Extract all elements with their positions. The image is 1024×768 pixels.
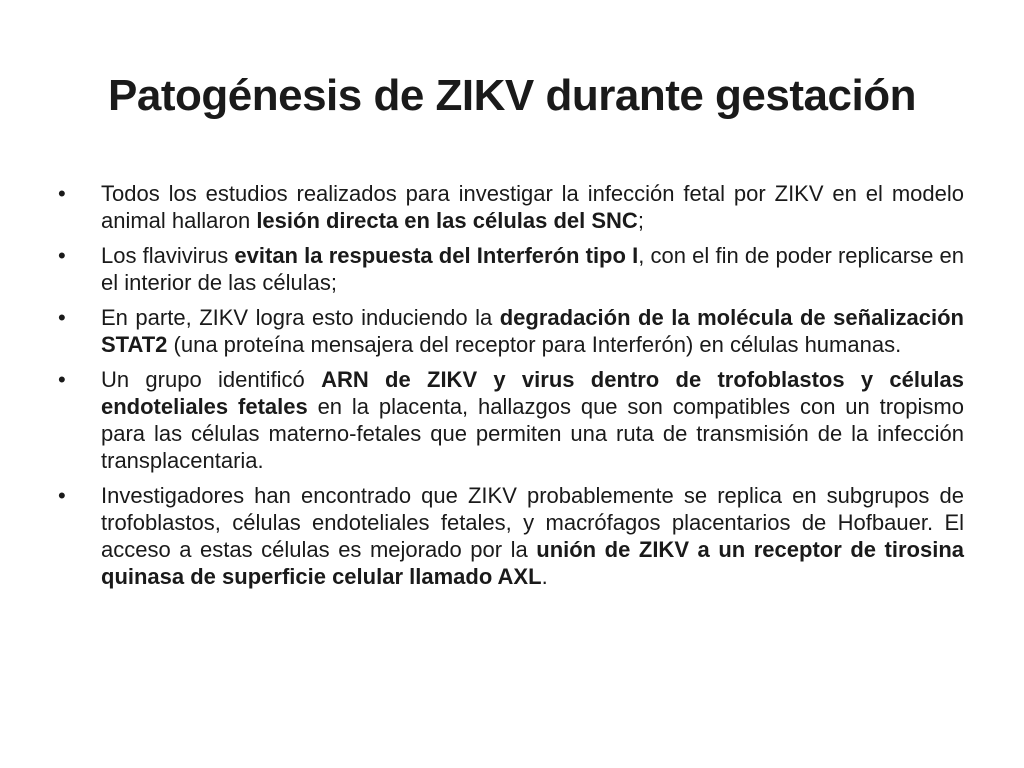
bullet-item <box>58 482 964 590</box>
bullet-dot-icon: • <box>58 181 66 206</box>
bullet-text-segment: en la placenta, hallazgos que son compatibles con un tropismo para las células materno-fetales que permiten una ruta de transmisión de la infección transplacentaria. <box>101 394 964 473</box>
bullet-dot-icon: • <box>58 243 66 268</box>
bullet-text <box>101 181 964 233</box>
bullet-text-bold: evitan la respuesta del Interferón tipo I <box>234 243 639 268</box>
bullet-list <box>58 180 964 598</box>
bullet-text-bold: unión de ZIKV a un receptor de tirosina quinasa de superficie celular llamado AXL <box>101 537 965 589</box>
bullet-item <box>58 180 964 234</box>
bullet-text-segment: Investigadores han encontrado que ZIKV probablemente se replica en subgrupos de trofoblastos, células endoteliales fetales, y macrófagos placentarios de Hofbauer. El acceso a estas células es mejorado por la <box>101 483 964 562</box>
bullet-text-bold: degradación de la molécula de señalización STAT2 <box>101 305 964 357</box>
bullet-text <box>101 305 964 357</box>
bullet-text-segment: (una proteína mensajera del receptor para Interferón) en células humanas. <box>167 332 902 357</box>
bullet-text-segment: Los flavivirus <box>101 243 235 268</box>
bullet-text <box>101 367 964 473</box>
bullet-item <box>58 304 964 358</box>
bullet-text-segment: Un grupo identificó <box>101 367 322 392</box>
bullet-item <box>58 242 964 296</box>
bullet-text-segment: . <box>541 564 548 589</box>
bullet-dot-icon: • <box>58 483 66 508</box>
bullet-text-bold: ARN de ZIKV y virus dentro de trofoblastos y células endoteliales fetales <box>101 367 965 419</box>
bullet-item <box>58 366 964 474</box>
bullet-dot-icon: • <box>58 367 66 392</box>
slide-title: Patogénesis de ZIKV durante gestación <box>108 71 916 120</box>
bullet-text-bold: lesión directa en las células del SNC <box>256 208 638 233</box>
bullet-text <box>101 243 964 295</box>
bullet-text-segment: En parte, ZIKV logra esto induciendo la <box>101 305 500 330</box>
bullet-dot-icon: • <box>58 305 66 330</box>
bullet-text-segment: , con el fin de poder replicarse en el interior de las células; <box>101 243 964 295</box>
bullet-text-segment: ; <box>637 208 644 233</box>
bullet-text-segment: Todos los estudios realizados para investigar la infección fetal por ZIKV en el modelo animal hallaron <box>101 181 964 233</box>
bullet-text <box>101 483 964 589</box>
